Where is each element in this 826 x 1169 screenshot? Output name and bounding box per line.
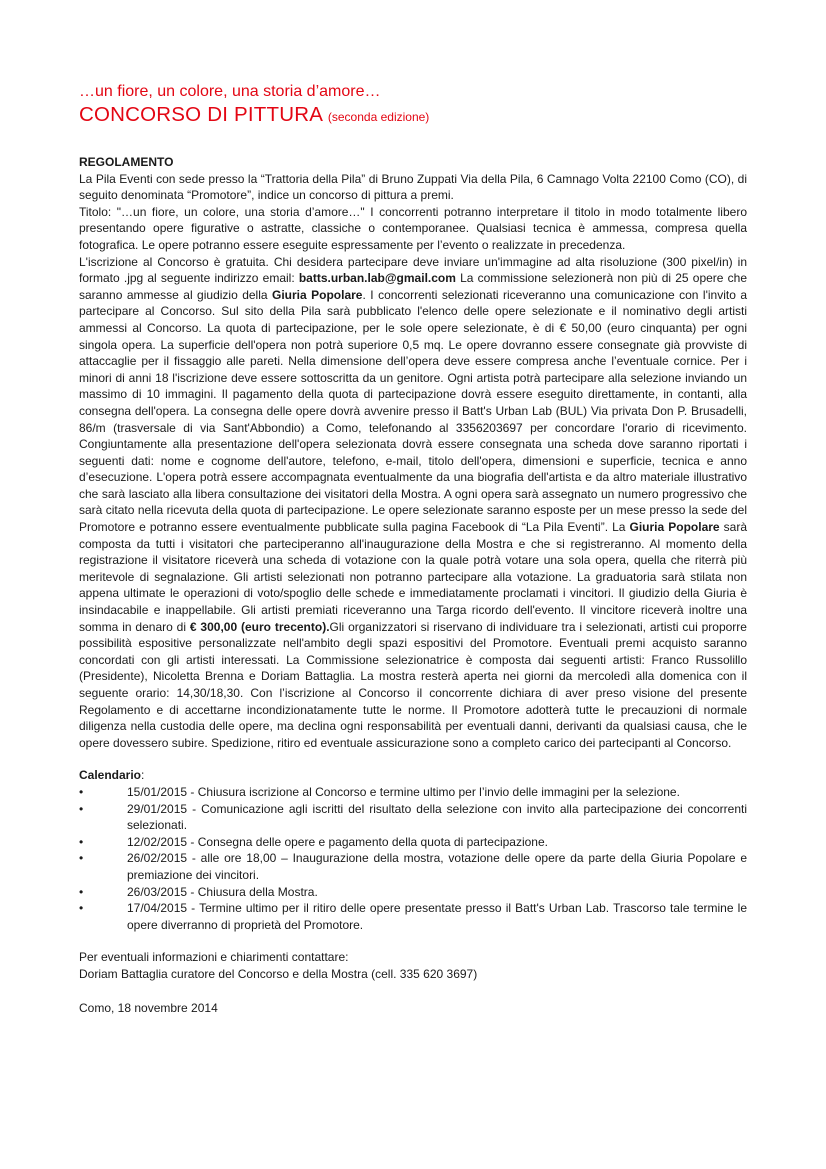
regolamento-section (79, 154, 747, 1016)
list-item (79, 784, 747, 801)
document-page (79, 82, 747, 1016)
title-text: CONCORSO DI PITTURA (79, 103, 322, 126)
list-item (79, 884, 747, 901)
list-item (79, 834, 747, 851)
contact-intro: Per eventuali informazioni e chiarimenti contattare: (79, 950, 349, 965)
list-item (79, 850, 747, 883)
document-date: Como, 18 novembre 2014 (79, 1000, 218, 1015)
bullet-icon: • (79, 851, 84, 866)
bullet-icon: • (79, 784, 84, 799)
paragraph-titolo: Titolo: "…un fiore, un colore, una storia d’amore…" I concorrenti potranno interpretare il titolo in modo totalmente libero presentando opere figurative o astratte, classiche o contemporanee. Qualsiasi tecnica è ammessa, compresa quella fotografica. Le opere potranno essere eseguite espressamente per l’evento o realizzate in precedenza. (79, 204, 747, 252)
email-link[interactable]: batts.urban.lab@gmail.com (298, 271, 456, 286)
calendario-list (79, 784, 747, 933)
bullet-icon: • (79, 884, 84, 899)
calendario-heading (79, 767, 747, 784)
text-segment: sarà composta da tutti i visitatori che parteciperanno all'inaugurazione della Mostra e che si registreranno. Al momento della registrazione il visitatore riceverà una scheda di votazione con la quale potrà votare una sola opera, quella che riterrà più meritevole di segnalazione. Gli artisti selezionati non potranno partecipare alla votazione. La graduatoria sarà stilata non appena ultimate le operazioni di voto/spoglio delle schede e immediatamente proclamati i vincitori. Il giudizio della Giuria è insindacabile e inappellabile. Gli artisti premiati riceveranno una Targa ricordo dell'evento. Il vincitore riceverà inoltre una somma in denaro di (79, 520, 747, 634)
list-item (79, 801, 747, 834)
giuria-popolare-emphasis: Giuria Popolare (629, 520, 720, 535)
regolamento-heading: REGOLAMENTO (79, 155, 174, 169)
text-segment: L'iscrizione al Concorso è gratuita. Chi desidera partecipare deve inviare un'immagine ad alta risoluzione (300 pixel/in) in formato .jpg al seguente indirizzo email: (79, 254, 747, 286)
calendario-heading-text: Calendario (79, 768, 142, 783)
text-segment: La commissione selezionerà non più di 25 opere che saranno ammesse al giudizio della (79, 271, 747, 302)
calendar-entry: 29/01/2015 - Comunicazione agli iscritti del risultato della selezione con invito alla partecipazione dei concorrenti selezionati. (127, 801, 747, 833)
contact-section (79, 949, 747, 982)
paragraph-regolamento (79, 254, 747, 752)
calendar-entry: 15/01/2015 - Chiusura iscrizione al Concorso e termine ultimo per l’invio delle immagini per la selezione. (127, 784, 680, 799)
giuria-popolare-emphasis: Giuria Popolare (272, 287, 363, 302)
calendar-entry: 12/02/2015 - Consegna delle opere e pagamento della quota di partecipazione. (127, 834, 548, 849)
paragraph-promotore: La Pila Eventi con sede presso la “Trattoria della Pila” di Bruno Zuppati Via della Pila, 6 Camnago Volta 22100 Como (CO), di seguito denominata “Promotore”, indice un concorso di pittura a premi. (79, 171, 747, 203)
text-segment: Gli organizzatori si riservano di individuare tra i selezionati, artisti cui proporre possibilità espositive personalizzate nell'ambito degli spazi espositivi del Promotore. Eventuali premi acquisto saranno concordati con gli artisti interessati. La Commissione selezionatrice è composta dai seguenti artisti: Franco Russolillo (Presidente), Nicoletta Brenna e Doriam Battaglia. La mostra resterà aperta nei giorni da mercoledì alla domenica con il seguente orario: 14,30/18,30. Con l’iscrizione al Concorso il concorrente dichiara di aver preso visione del presente Regolamento e di accettarne incondizionatamente tutte le norme. Il Promotore adotterà tutte le precauzioni di normale diligenza nella custodia delle opere, ma declina ogni responsabilità per eventuali danni, derivanti da qualsiasi causa, che le opere dovessero subire. Spedizione, ritiro ed eventuale assicurazione sono a completo carico dei partecipanti al Concorso. (79, 619, 747, 750)
bullet-icon: • (79, 801, 84, 816)
text-segment: . I concorrenti selezionati riceveranno una comunicazione con l'invito a partecipare al Concorso. Sul sito della Pila sarà pubblicato l'elenco delle opere selezionate e il nominativo degli artisti ammessi al Concorso. La quota di partecipazione, per le sole opere selezionate, è di € 50,00 (euro cinquanta) per ogni singola opera. La superficie dell'opera non potrà superiore 0,5 mq. Le opere dovranno essere consegnate già provviste di attaccaglie per il fissaggio alle pareti. Nella dimensione dell’opera deve essere compresa anche l’eventuale cornice. Per i minori di anni 18 l'iscrizione deve essere sottoscritta da un genitore. Ogni artista potrà partecipare alla selezione inviando un massimo di 10 immagini. Il pagamento della quota di partecipazione dovrà essere eseguito direttamente, in contanti, alla consegna dell'opera. La consegna delle opere dovrà avvenire presso il Batt's Urban Lab (BUL) Via privata Don P. Brusadelli, 86/m (trasversale di via Sant'Abbondio) a Como, telefonando al 3356203697 per concordare l'orario di ricevimento. Congiuntamente alla presentazione dell'opera selezionata dovrà essere consegnata una scheda dove saranno riportati i seguenti dati: nome e cognome dell'autore, telefono, e-mail, titolo dell'opera, dimensioni e superficie, tecnica e anno d’esecuzione. L'opera potrà essere accompagnata eventualmente da una biografia dell'artista e da altro materiale illustrativo che sarà lasciato alla libera consultazione dei visitatori della Mostra. A ogni opera sarà assegnato un numero progressivo che sarà citato nella ricevuta della quota di partecipazione. Le opere selezionate saranno esposte per un mese presso la sede del Promotore e potranno essere eventualmente pubblicate sulla pagina Facebook di “La Pila Eventi”. La (79, 287, 748, 535)
document-title (79, 103, 747, 129)
calendar-entry: 26/02/2015 - alle ore 18,00 – Inaugurazione della mostra, votazione delle opere da parte della Giuria Popolare e premiazione dei vincitori. (127, 851, 747, 882)
prize-amount: € 300,00 (euro trecento). (189, 619, 330, 634)
calendario-colon: : (141, 768, 145, 783)
document-subtitle: …un fiore, un colore, una storia d’amore… (79, 83, 381, 100)
calendar-entry: 17/04/2015 - Termine ultimo per il ritiro delle opere presentate presso il Batt's Urban Lab. Trascorso tale termine le opere diverranno di proprietà del Promotore. (127, 901, 747, 932)
contact-person: Doriam Battaglia curatore del Concorso e della Mostra (cell. 335 620 3697) (79, 966, 478, 981)
calendar-entry: 26/03/2015 - Chiusura della Mostra. (127, 884, 318, 899)
bullet-icon: • (79, 901, 84, 916)
edition-label: (seconda edizione) (327, 110, 430, 124)
list-item (79, 900, 747, 933)
bullet-icon: • (79, 834, 84, 849)
